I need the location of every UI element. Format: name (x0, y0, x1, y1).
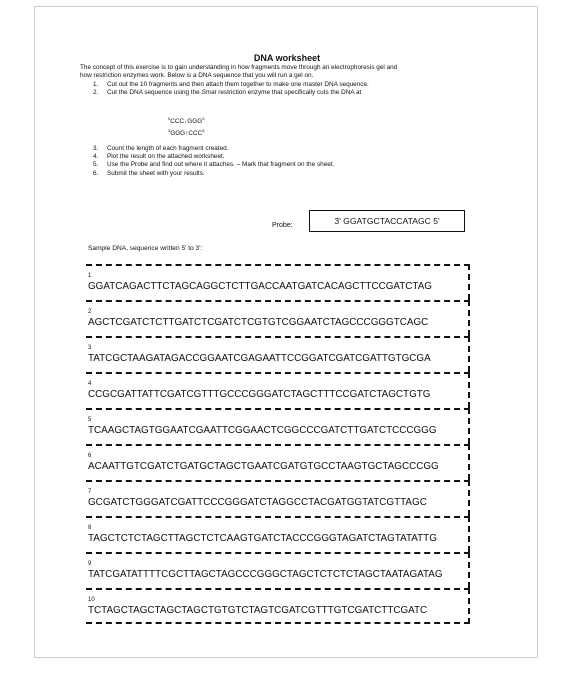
fragment-number: 3 (88, 345, 92, 351)
dna-fragment-strip (86, 336, 470, 372)
fragment-sequence: GGATCAGACTTCTAGCAGGCTCTTGACCAATGATCACAGCTTCCGATCTAG (88, 281, 432, 292)
fragment-number: 4 (88, 381, 92, 387)
step-number: 1. (93, 81, 99, 88)
intro-paragraph (80, 64, 500, 80)
smai-cut-site (168, 115, 204, 138)
cut-site-bottom-strand: $^3$GGG↑CCC$^5$ (168, 127, 205, 137)
instruction-step (93, 145, 493, 153)
step-text-after: restriction enzyme that specifically cuts the DNA at (216, 89, 362, 97)
fragment-sequence: TATCGCTAAGATAGACCGGAATCGAGAATTCCGGATCGATCGATTGTGCGA (88, 353, 431, 364)
step-number: 2. (93, 89, 99, 97)
fragment-sequence: TATCGATATTTTCGCTTAGCTAGCCCGGGCTAGCTCTCTCTAGCTAATAGATAG (88, 569, 443, 580)
instruction-step (93, 81, 493, 89)
fragment-number: 9 (88, 561, 92, 567)
dna-fragment-strip (86, 300, 470, 336)
dna-fragment-strip (86, 588, 470, 624)
dna-fragment-strip (86, 480, 470, 516)
intro-line: how restriction enzymes work. Below is a DNA sequence that you will run a gel on. (80, 72, 314, 80)
sample-dna-label: Sample DNA, sequence written 5' to 3': (88, 245, 203, 252)
fragment-number: 1 (88, 273, 92, 279)
dna-fragment-strip (86, 372, 470, 408)
fragment-sequence: TCAAGCTAGTGGAATCGAATTCGGAACTCGGCCCGATCTTGATCTCCCGGG (88, 425, 437, 436)
fragment-number: 5 (88, 417, 92, 423)
fragment-sequence: GCGATCTGGGATCGATTCCCGGGATCTAGGCCTACGATGGTATCGTTAGC (88, 497, 427, 508)
fragment-sequence: AGCTCGATCTCTTGATCTCGATCTCGTGTCGGAATCTAGCCCGGGTCAGC (88, 317, 429, 328)
fragment-sequence: CCGCGATTATTCGATCGTTTGCCCGGGATCTAGCTTTCCGATCTAGCTGTG (88, 389, 431, 400)
cut-site-top-strand: $^5$CCC↓GGG$^3$ (168, 116, 205, 126)
instruction-list-first (93, 81, 493, 97)
dna-fragment-strip (86, 264, 470, 300)
fragment-sequence: TCTAGCTAGCTAGCTAGCTGTGTCTAGTCGATCGTTTGTCGATCTTCGATC (88, 605, 428, 616)
step-number: 6. (93, 169, 99, 177)
fragment-number: 6 (88, 453, 92, 459)
step-text (107, 89, 361, 97)
instruction-step (93, 89, 493, 97)
instruction-step (93, 170, 493, 178)
step-number: 4. (93, 153, 99, 161)
step-text: Use the Probe and find out where it attaches. – Mark that fragment on the sheet. (107, 161, 335, 169)
step-number: 3. (93, 145, 99, 152)
fragment-sequence: TAGCTCTCTAGCTTAGCTCTCAAGTGATCTACCCGGGTAGATCTAGTATATTG (88, 533, 437, 544)
fragment-number: 2 (88, 309, 92, 315)
probe-label: Probe: (272, 222, 293, 229)
worksheet-page (34, 6, 538, 658)
enzyme-name: SmaI (201, 89, 217, 97)
dna-fragment-strip (86, 444, 470, 480)
step-text: Count the length of each fragment created. (107, 145, 229, 152)
step-text: Submit the sheet with your results. (107, 169, 205, 177)
step-number: 5. (93, 161, 99, 169)
fragment-number: 8 (88, 525, 92, 531)
instruction-step (93, 153, 493, 161)
step-text: Cut out the 10 fragments and then attach them together to make one master DNA sequence. (107, 81, 369, 88)
fragment-number: 10 (88, 597, 95, 603)
intro-line: The concept of this exercise is to gain understanding in how fragments move through an electrophoresis gel and (80, 64, 398, 71)
dna-fragment-strip (86, 516, 470, 552)
dna-fragment-strips (86, 264, 470, 625)
fragment-sequence: ACAATTGTCGATCTGATGCTAGCTGAATCGATGTGCCTAAGTGCTAGCCCGG (88, 461, 439, 472)
dna-fragment-strip (86, 408, 470, 444)
step-text-before: Cut the DNA sequence using the (107, 89, 202, 97)
probe-sequence-box: 3' GGATGCTACCATAGC 5' (309, 210, 465, 232)
dna-fragment-strip (86, 552, 470, 588)
instruction-step (93, 161, 493, 169)
step-text: Plot the result on the attached worksheet. (107, 153, 225, 161)
fragment-number: 7 (88, 489, 92, 495)
instruction-list-second (93, 145, 493, 178)
page-title: DNA worksheet (253, 53, 321, 63)
